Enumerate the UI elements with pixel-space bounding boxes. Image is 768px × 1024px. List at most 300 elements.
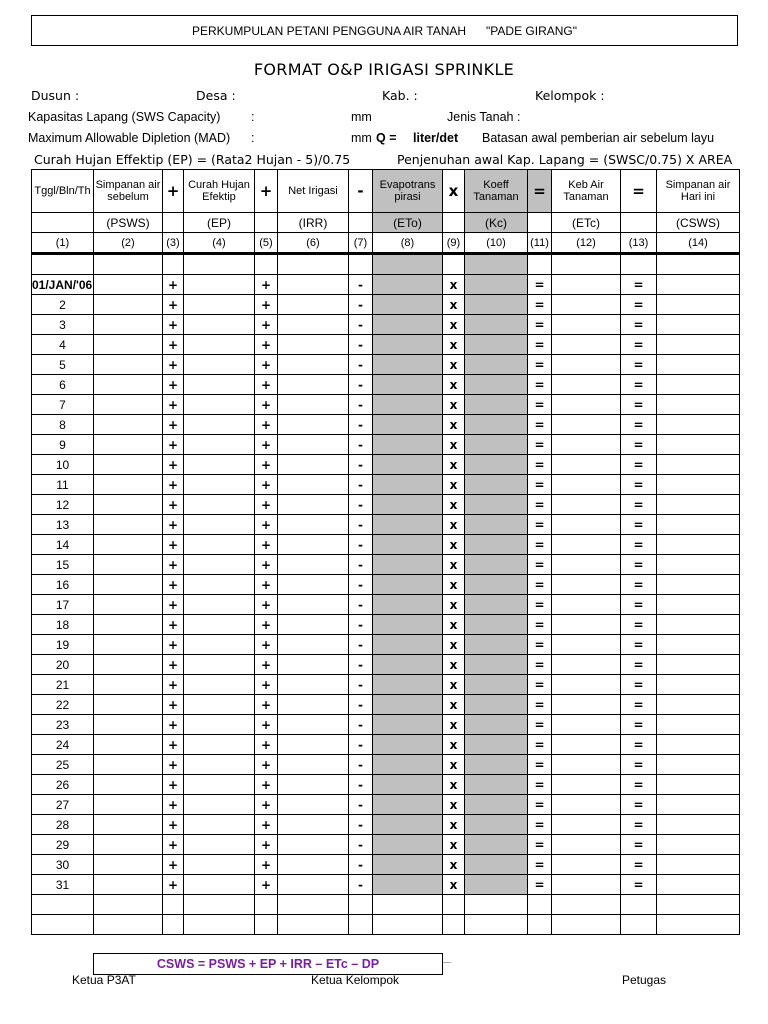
csws-cell[interactable] <box>657 375 740 395</box>
irr-cell[interactable] <box>278 395 349 415</box>
etc-cell[interactable] <box>552 375 621 395</box>
eto-cell[interactable] <box>373 755 443 775</box>
psws-cell[interactable] <box>94 735 163 755</box>
csws-cell[interactable] <box>657 335 740 355</box>
plus-operator: + <box>163 335 184 355</box>
psws-cell[interactable] <box>94 295 163 315</box>
kc-cell[interactable] <box>465 795 528 815</box>
psws-cell[interactable] <box>94 675 163 695</box>
date-cell: 17 <box>32 595 94 615</box>
csws-cell[interactable] <box>657 795 740 815</box>
date-cell: 20 <box>32 655 94 675</box>
minus-operator: - <box>349 395 373 415</box>
date-cell: 30 <box>32 855 94 875</box>
kc-cell[interactable] <box>465 495 528 515</box>
etc-cell[interactable] <box>552 295 621 315</box>
csws-cell[interactable] <box>657 815 740 835</box>
eto-cell[interactable] <box>373 675 443 695</box>
ep-cell[interactable] <box>184 315 255 335</box>
ep-cell[interactable] <box>184 335 255 355</box>
column-number: (5) <box>255 233 278 254</box>
equals-operator: = <box>528 295 552 315</box>
kc-cell[interactable] <box>465 835 528 855</box>
psws-cell[interactable] <box>94 315 163 335</box>
psws-cell[interactable] <box>94 715 163 735</box>
ep-cell[interactable] <box>184 775 255 795</box>
etc-cell[interactable] <box>552 455 621 475</box>
eto-cell[interactable] <box>373 815 443 835</box>
ep-cell[interactable] <box>184 855 255 875</box>
etc-cell[interactable] <box>552 535 621 555</box>
kc-cell[interactable] <box>465 815 528 835</box>
psws-cell[interactable] <box>94 435 163 455</box>
ep-cell[interactable] <box>184 555 255 575</box>
csws-cell[interactable] <box>657 275 740 295</box>
plus-operator: + <box>163 695 184 715</box>
psws-cell[interactable] <box>94 495 163 515</box>
eto-cell[interactable] <box>373 795 443 815</box>
irrigation-log-table <box>31 169 740 935</box>
irr-cell[interactable] <box>278 415 349 435</box>
abbrev-cell <box>163 213 184 233</box>
eto-cell[interactable] <box>373 555 443 575</box>
csws-cell[interactable] <box>657 655 740 675</box>
psws-cell[interactable] <box>94 555 163 575</box>
etc-cell[interactable] <box>552 495 621 515</box>
csws-cell[interactable] <box>657 695 740 715</box>
times-operator: x <box>443 415 465 435</box>
etc-cell[interactable] <box>552 415 621 435</box>
psws-cell[interactable] <box>94 515 163 535</box>
date-cell: 16 <box>32 575 94 595</box>
irr-cell[interactable] <box>278 695 349 715</box>
plus-operator: + <box>163 575 184 595</box>
psws-cell[interactable] <box>94 355 163 375</box>
ep-cell[interactable] <box>184 875 255 895</box>
eto-cell[interactable] <box>373 535 443 555</box>
equals-operator: = <box>621 315 657 335</box>
signature-ketua-p3at: Ketua P3AT <box>72 973 136 987</box>
times-operator: x <box>443 515 465 535</box>
header-row <box>32 170 740 213</box>
csws-cell[interactable] <box>657 535 740 555</box>
kc-cell[interactable] <box>465 315 528 335</box>
abbrev-cell: (ETc) <box>552 213 621 233</box>
kc-cell[interactable] <box>465 295 528 315</box>
eto-cell[interactable] <box>373 415 443 435</box>
kc-cell[interactable] <box>465 475 528 495</box>
csws-cell[interactable] <box>657 595 740 615</box>
kc-cell[interactable] <box>465 575 528 595</box>
irr-cell[interactable] <box>278 275 349 295</box>
day-row <box>32 835 740 855</box>
date-cell: 26 <box>32 775 94 795</box>
csws-cell[interactable] <box>657 715 740 735</box>
csws-cell[interactable] <box>657 635 740 655</box>
dusun-label: Dusun : <box>31 88 80 103</box>
ep-cell[interactable] <box>184 715 255 735</box>
ep-cell[interactable] <box>184 655 255 675</box>
date-cell: 21 <box>32 675 94 695</box>
irr-cell[interactable] <box>278 655 349 675</box>
kc-cell[interactable] <box>465 775 528 795</box>
csws-cell[interactable] <box>657 415 740 435</box>
irr-cell[interactable] <box>278 515 349 535</box>
csws-cell[interactable] <box>657 395 740 415</box>
psws-cell[interactable] <box>94 275 163 295</box>
irr-cell[interactable] <box>278 375 349 395</box>
eto-cell[interactable] <box>373 835 443 855</box>
date-cell: 27 <box>32 795 94 815</box>
etc-cell[interactable] <box>552 815 621 835</box>
eto-cell[interactable] <box>373 455 443 475</box>
irr-cell[interactable] <box>278 775 349 795</box>
date-cell: 14 <box>32 535 94 555</box>
psws-cell[interactable] <box>94 455 163 475</box>
plus-operator: + <box>163 455 184 475</box>
eto-cell[interactable] <box>373 295 443 315</box>
minus-operator: - <box>349 555 373 575</box>
etc-cell[interactable] <box>552 515 621 535</box>
etc-cell[interactable] <box>552 475 621 495</box>
kc-cell[interactable] <box>465 595 528 615</box>
irr-cell[interactable] <box>278 455 349 475</box>
etc-cell[interactable] <box>552 735 621 755</box>
etc-cell[interactable] <box>552 395 621 415</box>
equals-operator: = <box>621 775 657 795</box>
eto-cell[interactable] <box>373 355 443 375</box>
irr-cell[interactable] <box>278 635 349 655</box>
eto-cell[interactable] <box>373 655 443 675</box>
minus-operator: - <box>349 635 373 655</box>
etc-cell[interactable] <box>552 275 621 295</box>
csws-cell[interactable] <box>657 435 740 455</box>
plus-operator: + <box>255 435 278 455</box>
irr-cell[interactable] <box>278 735 349 755</box>
times-operator: x <box>443 815 465 835</box>
psws-cell[interactable] <box>94 335 163 355</box>
ep-cell[interactable] <box>184 695 255 715</box>
ep-cell[interactable] <box>184 815 255 835</box>
csws-cell[interactable] <box>657 475 740 495</box>
abbrev-cell: (IRR) <box>278 213 349 233</box>
column-number: (2) <box>94 233 163 254</box>
psws-cell[interactable] <box>94 775 163 795</box>
eto-cell[interactable] <box>373 775 443 795</box>
equals-operator: = <box>528 835 552 855</box>
ep-cell[interactable] <box>184 535 255 555</box>
day-row <box>32 675 740 695</box>
etc-cell[interactable] <box>552 655 621 675</box>
csws-cell[interactable] <box>657 355 740 375</box>
irr-cell[interactable] <box>278 835 349 855</box>
equals-operator: = <box>528 455 552 475</box>
psws-cell[interactable] <box>94 395 163 415</box>
ep-cell[interactable] <box>184 375 255 395</box>
kc-cell[interactable] <box>465 875 528 895</box>
csws-cell[interactable] <box>657 575 740 595</box>
blank-row <box>32 895 740 915</box>
kc-cell[interactable] <box>465 435 528 455</box>
etc-cell[interactable] <box>552 595 621 615</box>
times-operator: x <box>443 555 465 575</box>
plus-operator: + <box>255 295 278 315</box>
psws-cell[interactable] <box>94 595 163 615</box>
ep-cell[interactable] <box>184 675 255 695</box>
kc-cell[interactable] <box>465 375 528 395</box>
equals-operator: = <box>528 815 552 835</box>
irr-cell[interactable] <box>278 535 349 555</box>
day-row <box>32 515 740 535</box>
eto-cell[interactable] <box>373 435 443 455</box>
psws-cell[interactable] <box>94 635 163 655</box>
irr-cell[interactable] <box>278 315 349 335</box>
psws-cell[interactable] <box>94 795 163 815</box>
csws-cell[interactable] <box>657 775 740 795</box>
ep-cell[interactable] <box>184 275 255 295</box>
ep-cell[interactable] <box>184 595 255 615</box>
kc-cell[interactable] <box>465 275 528 295</box>
irr-cell[interactable] <box>278 755 349 775</box>
times-operator: x <box>443 275 465 295</box>
etc-cell[interactable] <box>552 315 621 335</box>
eto-cell[interactable] <box>373 475 443 495</box>
csws-cell[interactable] <box>657 615 740 635</box>
abbrev-cell <box>255 213 278 233</box>
ep-cell[interactable] <box>184 575 255 595</box>
etc-cell[interactable] <box>552 715 621 735</box>
plus-operator: + <box>163 635 184 655</box>
form-title: FORMAT O&P IRIGASI SPRINKLE <box>253 60 515 79</box>
csws-cell[interactable] <box>657 495 740 515</box>
kc-cell[interactable] <box>465 535 528 555</box>
eto-cell[interactable] <box>373 735 443 755</box>
minus-operator: - <box>349 655 373 675</box>
csws-cell[interactable] <box>657 835 740 855</box>
psws-cell[interactable] <box>94 695 163 715</box>
irr-cell[interactable] <box>278 715 349 735</box>
minus-operator: - <box>349 355 373 375</box>
day-row <box>32 575 740 595</box>
eto-cell[interactable] <box>373 395 443 415</box>
eto-cell[interactable] <box>373 495 443 515</box>
kc-cell[interactable] <box>465 855 528 875</box>
plus-operator: + <box>255 875 278 895</box>
day-row <box>32 495 740 515</box>
eto-cell[interactable] <box>373 695 443 715</box>
kc-cell[interactable] <box>465 655 528 675</box>
kc-cell[interactable] <box>465 615 528 635</box>
kc-cell[interactable] <box>465 395 528 415</box>
csws-cell[interactable] <box>657 315 740 335</box>
irr-cell[interactable] <box>278 855 349 875</box>
plus-operator: + <box>163 395 184 415</box>
psws-cell[interactable] <box>94 815 163 835</box>
ep-cell[interactable] <box>184 355 255 375</box>
ep-cell[interactable] <box>184 795 255 815</box>
ep-cell[interactable] <box>184 435 255 455</box>
etc-cell[interactable] <box>552 675 621 695</box>
csws-cell[interactable] <box>657 755 740 775</box>
plus-operator: + <box>163 875 184 895</box>
kc-cell[interactable] <box>465 335 528 355</box>
csws-cell[interactable] <box>657 675 740 695</box>
plus-operator: + <box>163 735 184 755</box>
irr-cell[interactable] <box>278 875 349 895</box>
abbrev-cell <box>528 213 552 233</box>
csws-cell[interactable] <box>657 555 740 575</box>
equals-operator: = <box>528 675 552 695</box>
etc-cell[interactable] <box>552 775 621 795</box>
header-csws: Simpanan air Hari ini <box>657 170 740 213</box>
irr-cell[interactable] <box>278 555 349 575</box>
kc-cell[interactable] <box>465 695 528 715</box>
day-row <box>32 695 740 715</box>
mad-colon: : <box>251 131 255 145</box>
psws-cell[interactable] <box>94 415 163 435</box>
plus-operator: + <box>163 355 184 375</box>
equals-operator: = <box>621 735 657 755</box>
eto-cell[interactable] <box>373 715 443 735</box>
header-equals-1: = <box>528 170 552 213</box>
header-times: x <box>443 170 465 213</box>
kc-cell[interactable] <box>465 755 528 775</box>
eto-cell[interactable] <box>373 615 443 635</box>
equals-operator: = <box>528 375 552 395</box>
ep-cell[interactable] <box>184 615 255 635</box>
column-number-row <box>32 233 740 254</box>
csws-cell[interactable] <box>657 875 740 895</box>
column-number: (4) <box>184 233 255 254</box>
kc-cell[interactable] <box>465 555 528 575</box>
csws-cell[interactable] <box>657 855 740 875</box>
irr-cell[interactable] <box>278 795 349 815</box>
psws-cell[interactable] <box>94 375 163 395</box>
day-row <box>32 735 740 755</box>
kc-cell[interactable] <box>465 515 528 535</box>
kc-cell[interactable] <box>465 415 528 435</box>
times-operator: x <box>443 335 465 355</box>
etc-cell[interactable] <box>552 335 621 355</box>
plus-operator: + <box>255 475 278 495</box>
eto-cell[interactable] <box>373 315 443 335</box>
etc-cell[interactable] <box>552 695 621 715</box>
psws-cell[interactable] <box>94 535 163 555</box>
plus-operator: + <box>255 315 278 335</box>
irr-cell[interactable] <box>278 475 349 495</box>
day-row <box>32 315 740 335</box>
irr-cell[interactable] <box>278 815 349 835</box>
eto-cell[interactable] <box>373 515 443 535</box>
irr-cell[interactable] <box>278 335 349 355</box>
etc-cell[interactable] <box>552 855 621 875</box>
ep-cell[interactable] <box>184 415 255 435</box>
times-operator: x <box>443 795 465 815</box>
irr-cell[interactable] <box>278 495 349 515</box>
psws-cell[interactable] <box>94 755 163 775</box>
etc-cell[interactable] <box>552 555 621 575</box>
ep-cell[interactable] <box>184 635 255 655</box>
minus-operator: - <box>349 755 373 775</box>
etc-cell[interactable] <box>552 875 621 895</box>
eto-cell[interactable] <box>373 335 443 355</box>
irr-cell[interactable] <box>278 595 349 615</box>
etc-cell[interactable] <box>552 755 621 775</box>
eto-cell[interactable] <box>373 275 443 295</box>
eto-cell[interactable] <box>373 575 443 595</box>
ep-cell[interactable] <box>184 735 255 755</box>
etc-cell[interactable] <box>552 355 621 375</box>
etc-cell[interactable] <box>552 635 621 655</box>
day-row <box>32 275 740 295</box>
ep-cell[interactable] <box>184 835 255 855</box>
ep-cell[interactable] <box>184 755 255 775</box>
ep-cell[interactable] <box>184 495 255 515</box>
irr-cell[interactable] <box>278 355 349 375</box>
irr-cell[interactable] <box>278 575 349 595</box>
eto-cell[interactable] <box>373 635 443 655</box>
psws-cell[interactable] <box>94 835 163 855</box>
times-operator: x <box>443 655 465 675</box>
kc-cell[interactable] <box>465 715 528 735</box>
day-row <box>32 715 740 735</box>
psws-cell[interactable] <box>94 655 163 675</box>
psws-cell[interactable] <box>94 875 163 895</box>
irr-cell[interactable] <box>278 295 349 315</box>
header-date: Tggl/Bln/Th <box>32 170 94 213</box>
etc-cell[interactable] <box>552 835 621 855</box>
irr-cell[interactable] <box>278 615 349 635</box>
csws-cell[interactable] <box>657 735 740 755</box>
minus-operator: - <box>349 575 373 595</box>
equals-operator: = <box>621 855 657 875</box>
etc-cell[interactable] <box>552 795 621 815</box>
kc-cell[interactable] <box>465 675 528 695</box>
csws-cell[interactable] <box>657 295 740 315</box>
ep-cell[interactable] <box>184 475 255 495</box>
blank-row <box>32 254 740 275</box>
irr-cell[interactable] <box>278 675 349 695</box>
date-cell: 10 <box>32 455 94 475</box>
kc-cell[interactable] <box>465 355 528 375</box>
etc-cell[interactable] <box>552 435 621 455</box>
ep-cell[interactable] <box>184 395 255 415</box>
psws-cell[interactable] <box>94 615 163 635</box>
header-equals-2: = <box>621 170 657 213</box>
ep-cell[interactable] <box>184 455 255 475</box>
eto-cell[interactable] <box>373 855 443 875</box>
eto-cell[interactable] <box>373 875 443 895</box>
csws-cell[interactable] <box>657 455 740 475</box>
date-cell: 8 <box>32 415 94 435</box>
psws-cell[interactable] <box>94 475 163 495</box>
csws-cell[interactable] <box>657 515 740 535</box>
eto-cell[interactable] <box>373 595 443 615</box>
kc-cell[interactable] <box>465 735 528 755</box>
ep-cell[interactable] <box>184 295 255 315</box>
blank-row <box>32 915 740 935</box>
psws-cell[interactable] <box>94 855 163 875</box>
ep-cell[interactable] <box>184 515 255 535</box>
etc-cell[interactable] <box>552 575 621 595</box>
kc-cell[interactable] <box>465 635 528 655</box>
kc-cell[interactable] <box>465 455 528 475</box>
irr-cell[interactable] <box>278 435 349 455</box>
eto-cell[interactable] <box>373 375 443 395</box>
psws-cell[interactable] <box>94 575 163 595</box>
plus-operator: + <box>255 675 278 695</box>
etc-cell[interactable] <box>552 615 621 635</box>
